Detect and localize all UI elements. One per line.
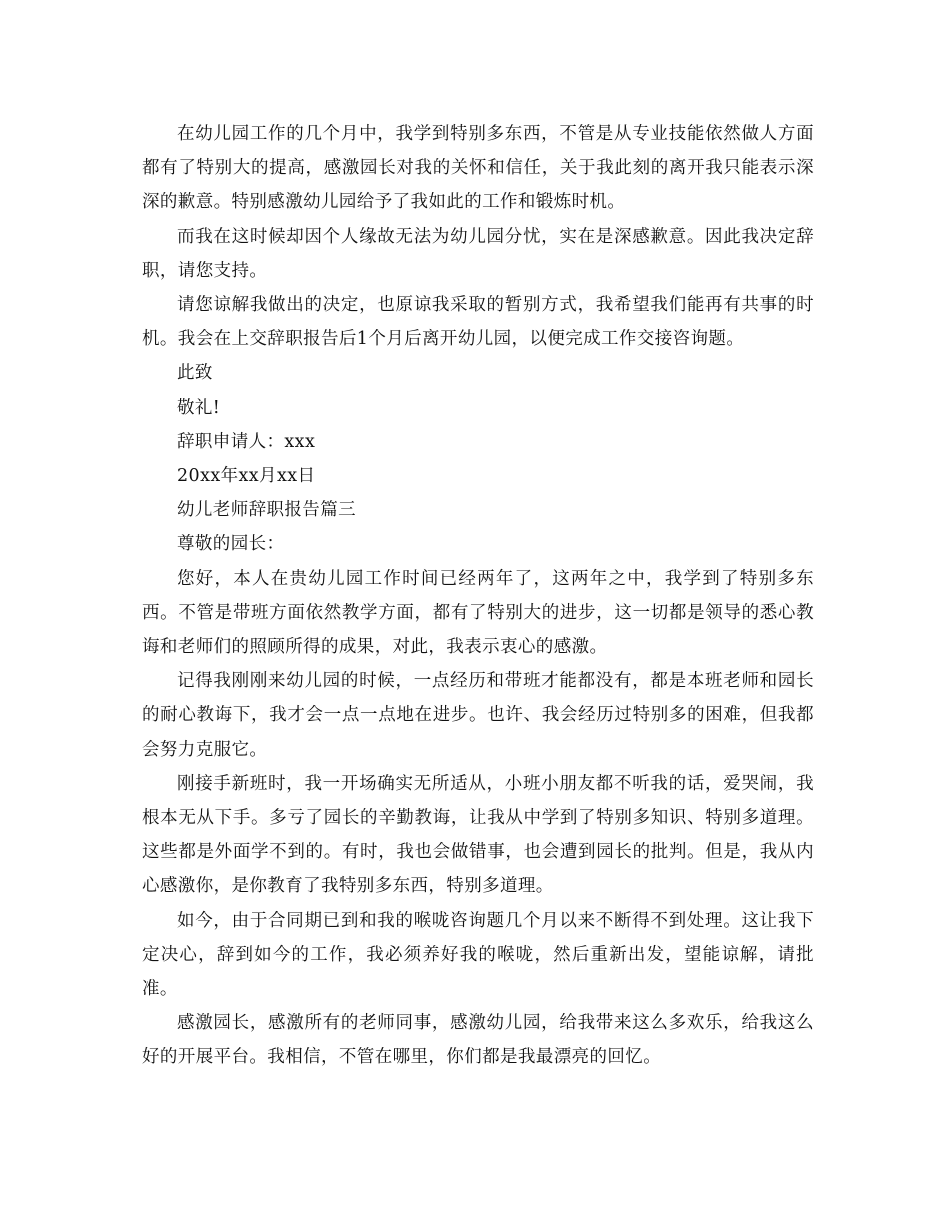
date-line: 20xx年xx月xx日	[177, 466, 316, 487]
applicant-line: 辞职申请人：xxx	[177, 431, 316, 452]
document-body	[142, 117, 814, 1075]
greeting-line: 尊敬的园长：	[177, 534, 285, 555]
paragraph-introduction: 您好，本人在贵幼儿园工作时间已经两年了，这两年之中，我学到了特别多东西。不管是带班方面依然教学方面，都有了特别大的进步，这一切都是领导的悉心教诲和老师们的照顾所得的成果，对此，我表示衷心的感激。	[142, 568, 814, 658]
paragraph-new-class: 刚接手新班时，我一开场确实无所适从，小班小朋友都不听我的话，爱哭闹，我根本无从下手。多亏了园长的辛勤教诲，让我从中学到了特别多知识、特别多道理。这些都是外面学不到的。有时，我也会做错事，也会遭到园长的批判。但是，我从内心感激你，是你教育了我特别多东西，特别多道理。	[142, 773, 814, 897]
salute-line: 敬礼!	[177, 397, 221, 418]
paragraph-memories: 记得我刚刚来幼儿园的时候，一点经历和带班才能都没有，都是本班老师和园长的耐心教诲下，我才会一点一点地在进步。也许、我会经历过特别多的困难，但我都会努力克服它。	[142, 671, 814, 760]
paragraph-understanding: 请您谅解我做出的决定，也原谅我采取的暂别方式，我希望我们能再有共事的时机。我会在上交辞职报告后1个月后离开幼儿园，以便完成工作交接咨询题。	[142, 295, 814, 350]
paragraph-resignation-decision: 而我在这时候却因个人缘故无法为幼儿园分忧，实在是深感歉意。因此我决定辞职，请您支持。	[142, 226, 814, 281]
paragraph-thanks: 感激园长，感激所有的老师同事，感激幼儿园，给我带来这么多欢乐，给我这么好的开展平台。我相信，不管在哪里，你们都是我最漂亮的回忆。	[142, 1013, 814, 1068]
paragraph-reason: 如今，由于合同期已到和我的喉咙咨询题几个月以来不断得不到处理。这让我下定决心，辞到如今的工作，我必须养好我的喉咙，然后重新出发，望能谅解，请批准。	[142, 910, 814, 1000]
paragraph-gratitude: 在幼儿园工作的几个月中，我学到特别多东西，不管是从专业技能依然做人方面都有了特别大的提高，感激园长对我的关怀和信任，关于我此刻的离开我只能表示深深的歉意。特别感激幼儿园给予了我如此的工作和锻炼时机。	[142, 124, 814, 213]
section-title: 幼儿老师辞职报告篇三	[177, 500, 356, 521]
closing-line: 此致	[177, 363, 213, 384]
